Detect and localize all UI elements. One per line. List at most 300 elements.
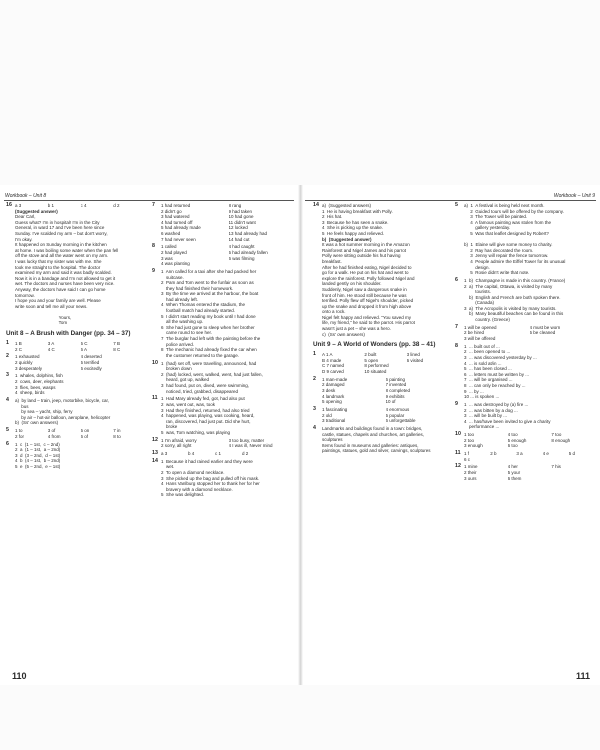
answer-line: 3 Because he has seen a snake.: [322, 219, 389, 225]
exercise-body: [161, 269, 294, 359]
answer-grid: [464, 464, 593, 481]
answer-cell: 4 from: [47, 433, 61, 439]
exercise-number: 11: [152, 395, 158, 402]
answer-line: 3 a) The Acropolis is visited by many tourists.: [464, 305, 557, 311]
answer-cell: [269, 451, 294, 457]
answer-line: Rainforest and Nigel James and his parrot: [322, 247, 407, 253]
answer-line: (Canada): [464, 300, 495, 306]
book-gutter: [298, 185, 303, 685]
answer-line: 7 ... will be organised ...: [464, 377, 513, 383]
answer-line: 10 ... is spoken ...: [464, 394, 500, 400]
answer-line: 1 b) Champagne is made in this country. (France): [464, 277, 566, 283]
answer-line: It was a hot summer morning in the Amazon: [322, 242, 410, 248]
answer-cell: 5 terrified: [80, 360, 100, 366]
left-column-2: [152, 203, 294, 500]
answer-cell: 8 completed: [385, 388, 411, 393]
exercise: [455, 464, 593, 481]
left-page: [4, 188, 294, 683]
exercise: [455, 402, 593, 430]
exercise: [152, 459, 294, 498]
answer-line: 3 She picked up the bag and pulled off his mask.: [161, 475, 260, 481]
answer-line: gallery yesterday.: [464, 225, 511, 231]
answer-line: 4 A famous painting was stolen from the: [464, 219, 552, 225]
answer-cell: 4 C: [47, 346, 55, 352]
answer-cell: 1 mine: [464, 464, 478, 470]
unit-title: Unit 8 – A Brush with Danger (pp. 34 – 37): [6, 330, 131, 338]
answer-cell: 1 had returned: [161, 203, 191, 208]
answer-grid: [161, 203, 294, 242]
answer-grid: [322, 407, 447, 424]
answer-line: 2 a) The capital, Ottawa, is visited by many: [464, 283, 553, 289]
exercise: [6, 442, 144, 470]
exercise-body: [464, 451, 593, 462]
answer-line: performance ...: [464, 424, 500, 430]
answer-cell: A 1 A: [322, 352, 333, 358]
answer-line: police arrived.: [161, 341, 195, 347]
answer-cell: 2 too: [464, 437, 475, 443]
answer-cell: 8 C: [113, 346, 121, 352]
answer-cell: 7 in: [113, 428, 121, 434]
answer-cell: 11 didn't want: [228, 219, 256, 225]
answer-line: broke: [161, 424, 178, 430]
exercise-number: 6: [6, 440, 9, 447]
answer-line: Dear Carl,: [15, 214, 36, 220]
answer-line: 2 Guided tours will be offered by the company.: [464, 208, 564, 214]
answer-line: 5 Was that leaflet designed by Robert?: [464, 230, 549, 236]
answer-line: After he had finished eating, Nigel decided to: [322, 264, 412, 270]
answer-cell: 2 b: [490, 451, 497, 457]
answer-cell: 7 had never seen: [161, 236, 196, 242]
answer-cell: [229, 261, 295, 267]
answer-line: the customer returned to the garage.: [161, 352, 240, 358]
answer-cell: 5 on: [80, 428, 90, 434]
exercise: [152, 451, 294, 457]
answer-cell: 7 too: [551, 432, 562, 438]
answer-cell: b 4: [188, 451, 195, 457]
answer-grid: [322, 352, 447, 374]
answer-line: a) (Suggested answers): [322, 203, 372, 208]
answer-cell: 12 locked: [228, 225, 248, 231]
answer-cell: 5 be cleaned: [529, 330, 556, 336]
answer-cell: [551, 443, 593, 449]
exercise: [6, 373, 144, 395]
exercise: [152, 269, 294, 359]
exercise-number: 14: [152, 457, 158, 464]
answer-line: design.: [464, 264, 490, 270]
answer-line: broken down: [161, 366, 192, 372]
answer-cell: [490, 457, 514, 463]
answer-line: heard, got up, walked: [161, 377, 210, 383]
answer-cell: 6 washed: [161, 230, 181, 236]
answer-line: paintings, statues, gold and silver, carvings, sculptures: [322, 448, 431, 454]
answer-cell: 8 performed: [364, 363, 389, 369]
answer-cell: [530, 336, 594, 342]
exercise-body: [161, 361, 294, 395]
answer-line: tourists.: [464, 289, 492, 295]
exercise-number: 1: [313, 351, 316, 358]
answer-cell: 5 popular: [385, 412, 405, 418]
exercise: [6, 398, 144, 426]
answer-cell: C 7 named: [322, 363, 345, 369]
answer-cell: 4 too: [507, 432, 518, 438]
exercise-group: [152, 203, 294, 498]
answer-line: Tom: [15, 320, 68, 326]
exercise-body: [15, 373, 144, 395]
exercise: [152, 396, 294, 435]
answer-line: I hope you and your family are well. Please: [15, 298, 101, 304]
answer-grid: [15, 341, 144, 352]
exercise: [6, 428, 144, 439]
answer-line: 1 (had) set off, were travelling, announced, had: [161, 360, 257, 366]
answer-cell: 5 enough: [507, 437, 527, 443]
answer-cell: 1 will be opened: [464, 324, 497, 330]
answer-line: 4 She is picking up the snake.: [322, 225, 384, 231]
answer-line: Sunday. I've scalded my arm – but don't worry,: [15, 230, 108, 236]
answer-line: 2 cows, deer, elephants: [15, 379, 64, 384]
background-bottom: [0, 685, 600, 750]
exercise-number: 8: [455, 342, 458, 349]
exercise-number: 4: [313, 424, 316, 431]
answer-grid: [15, 428, 144, 439]
page-number: 110: [12, 671, 27, 681]
answer-cell: 2 their: [464, 470, 477, 476]
answer-cell: a 3: [161, 451, 168, 457]
answer-line: country. (Greece): [464, 317, 510, 323]
answer-cell: 6 of: [80, 433, 89, 439]
exercise-body: [15, 354, 144, 371]
answer-cell: 5 had already fallen: [228, 249, 268, 255]
answer-line: Nigel felt happy and relieved. "You saved my: [322, 314, 411, 320]
answer-line: 4 b (4 – 1st, b – 2nd): [15, 458, 61, 464]
answer-cell: 13 had already had: [228, 230, 268, 236]
answer-cell: 8 to: [113, 433, 121, 439]
answer-line: 2 Pam and Tom went to the funfair as soon as: [161, 280, 254, 286]
answer-line: b) 1 Elaine will give some money to charity.: [464, 242, 553, 248]
answer-line: I'm okay.: [15, 236, 33, 242]
answer-cell: 6 excitedly: [80, 365, 102, 371]
exercise-group: [455, 203, 593, 481]
answer-cell: 7 invented: [385, 382, 407, 388]
answer-cell: 4 e: [542, 451, 549, 457]
answer-line: terrified. Polly flew off Nigel's shoulder, picked: [322, 298, 414, 304]
answer-line: 4 When Thomas entered the stadium, the: [161, 302, 245, 308]
answer-line: 2 To open a diamond necklace.: [161, 470, 225, 476]
answer-line: front of him. He stood still because he was: [322, 292, 407, 298]
answer-cell: 8 enough: [551, 437, 571, 443]
answer-line: at home. I was boiling some water when the pan fell: [15, 247, 119, 253]
answer-line: 4 happened, was playing, was cooking, heard,: [161, 413, 255, 419]
answer-line: suitcase.: [161, 274, 184, 280]
answer-line: I was lucky that my sister was with me. She: [15, 258, 102, 264]
exercise: [6, 354, 144, 371]
answer-line: a) 1 A festival is being held next month.: [464, 203, 545, 208]
answer-line: 6 ... letters must be written by ...: [464, 371, 530, 377]
answer-cell: 1 exhausted: [15, 354, 40, 360]
exercise: [455, 203, 593, 276]
exercise-number: 7: [455, 323, 458, 330]
answer-line: 1 Ann called for a taxi after she had packed her: [161, 268, 257, 274]
answer-cell: 5 your: [507, 470, 521, 476]
answer-line: 1 ... was destroyed by (a) fire ...: [464, 401, 529, 407]
answer-cell: 1 man-made: [322, 376, 348, 382]
exercise-group: [6, 341, 144, 469]
answer-subheading: (Suggested answer): [15, 208, 58, 214]
exercise-body: [161, 451, 294, 457]
page-number: 111: [575, 671, 590, 681]
answer-grid: [464, 432, 593, 449]
answer-line: explore the rainforest. Polly followed Nigel and: [322, 275, 415, 281]
exercise: [313, 426, 447, 454]
answer-line: 6 She had just gone to sleep when her brother: [161, 324, 255, 330]
answer-line: 5 I didn't start reading my book until I had done: [161, 313, 256, 319]
answer-cell: 9 had taken: [228, 208, 253, 214]
exercise-body: [322, 203, 447, 337]
answer-line: 2 (had) locked, went, walked, went, had just fallen,: [161, 371, 263, 377]
exercise: [152, 203, 294, 242]
answer-cell: b 1: [47, 203, 55, 208]
answer-line: 1 He is having breakfast with Polly.: [322, 208, 393, 214]
answer-grid: [464, 451, 593, 462]
answer-cell: 5 open: [364, 357, 379, 363]
answer-cell: 4 was planting: [161, 261, 190, 267]
answer-line: came round to see her.: [161, 330, 213, 336]
answer-line: onto a rock.: [322, 309, 346, 315]
answer-line: 1 Had Mary already fed, got, had also put: [161, 396, 245, 402]
answer-line: 5 She was delighted.: [161, 492, 205, 498]
exercise-body: [322, 377, 447, 405]
answer-line: b) (Ss' own answers): [15, 420, 59, 426]
exercise-body: [464, 402, 593, 430]
exercise-body: [464, 278, 593, 323]
answer-cell: 2 be hired: [464, 330, 485, 336]
answer-line: 3 The Tower will be painted.: [464, 214, 528, 220]
exercise: [455, 344, 593, 400]
answer-cell: 4 her: [507, 464, 518, 470]
answer-line: football match had already started.: [161, 308, 236, 314]
answer-cell: 5 had already made: [161, 225, 201, 231]
answer-line: wet. The doctors and nurses have been very nice.: [15, 281, 115, 287]
exercise-number: 3: [6, 372, 9, 379]
exercise-number: 14: [313, 202, 319, 208]
answer-line: 3 had found, put on, dived, were swimming,: [161, 382, 250, 388]
right-page: [305, 188, 596, 683]
answer-grid: [161, 244, 294, 266]
answer-line: Suddenly, Nigel saw a dangerous snake in: [322, 286, 407, 292]
answer-line: 4 sheep, birds: [15, 390, 45, 396]
answer-cell: 3 too busy, matter: [228, 437, 265, 443]
answer-cell: d 2: [113, 203, 120, 208]
answer-cell: c 4: [80, 203, 87, 208]
answer-line: go for a walk. He put on his hat and went to: [322, 270, 409, 276]
answer-cell: 3 traditional: [322, 418, 346, 424]
answer-cell: 3 a: [516, 451, 523, 457]
answer-line: 4 ... has/have been invited to give a charity: [464, 418, 551, 424]
answer-line: noticed, tried, grabbed, disappeared: [161, 388, 239, 394]
answer-line: 9 ... by ...: [464, 388, 484, 394]
exercise-number: 13: [152, 450, 158, 457]
exercise: [6, 203, 144, 326]
answer-cell: 6 c: [464, 456, 471, 462]
answer-cell: 5 opening: [322, 399, 342, 405]
answer-line: Landmarks and buildings found in a town: bridges,: [322, 425, 423, 431]
answer-cell: 4 deserted: [80, 354, 102, 360]
exercise-body: [15, 203, 144, 326]
answer-line: 1 ... built out of ...: [464, 343, 500, 349]
answer-line: 2 ... been opened to ...: [464, 349, 511, 355]
answer-cell: 8 rang: [228, 203, 242, 208]
exercise-body: [15, 428, 144, 439]
answer-line: b) Many beautiful beaches can be found in this: [464, 311, 564, 317]
answer-line: took me straight to the hospital. The doctor: [15, 264, 101, 270]
answer-grid: [161, 438, 294, 449]
answer-cell: 2 damaged: [322, 382, 345, 388]
answer-cell: 6 painting: [385, 376, 406, 382]
right-column-2: [455, 203, 593, 483]
answer-cell: 4 I was ill, Never mind: [228, 443, 273, 449]
answer-cell: 3 will be offered: [464, 336, 496, 342]
exercise-number: 9: [152, 267, 155, 274]
exercise-body: [15, 341, 144, 352]
exercise: [313, 377, 447, 405]
answer-line: bus: [15, 403, 29, 409]
answer-cell: 3 was: [161, 255, 173, 261]
answer-line: had already left.: [161, 296, 199, 302]
answer-cell: 1 to: [15, 428, 23, 434]
background-top: [0, 0, 600, 185]
answer-cell: 4 enormous: [385, 406, 410, 412]
answer-cell: 4 had caught: [228, 244, 255, 250]
answer-line: sculptures: [322, 437, 343, 443]
answer-cell: 6 them: [507, 475, 522, 481]
exercise-number: 2: [6, 353, 9, 360]
answer-cell: 4 must be worn: [529, 324, 561, 330]
answer-grid: [464, 325, 593, 342]
answer-cell: 3 lined: [406, 352, 420, 358]
answer-line: 1 c (1 – 1st, c – 2nd): [15, 441, 60, 447]
exercise-number: 5: [455, 202, 458, 208]
answer-line: 8 The mechanic had already fixed the car when: [161, 347, 257, 353]
exercise-group: [313, 203, 447, 337]
exercise-number: 2: [313, 375, 316, 382]
exercise-number: 4: [6, 396, 9, 403]
answer-cell: d 2: [242, 451, 249, 457]
exercise-body: [464, 203, 593, 276]
answer-cell: [543, 457, 567, 463]
answer-line: 5 ... has been closed ...: [464, 366, 512, 372]
answer-line: 4 Hans Vanlburg stopped her to thank her for her: [161, 481, 260, 487]
answer-line: 5 Rosie didn't write that note.: [464, 270, 530, 276]
exercise-body: [464, 432, 593, 449]
answer-cell: 7 B: [113, 341, 121, 347]
answer-line: Items found in museums and galleries: antiques,: [322, 442, 419, 448]
answer-line: 3 Had they finished, returned, had also tried: [161, 407, 250, 413]
answer-cell: 6 visited: [406, 357, 424, 363]
answer-cell: [407, 369, 447, 375]
answer-line: 3 ... was discovered yesterday by ...: [464, 355, 537, 360]
answer-cell: 3 enough: [464, 443, 483, 449]
answer-line: write soon and tell me all your news.: [15, 303, 88, 309]
answer-cell: 2 for: [15, 433, 25, 439]
answer-line: It happened on Sunday morning in the kitchen: [15, 242, 107, 248]
right-page-header: [305, 188, 596, 201]
answer-line: bravery with a diamond necklace.: [161, 486, 233, 492]
answer-cell: 6 too: [507, 443, 518, 449]
answer-cell: 1 I'm afraid, worry: [161, 437, 197, 443]
answer-line: landed gently on his shoulder.: [322, 281, 382, 287]
answer-line: life, my friend," he said to the parrot. His parrot: [322, 320, 415, 326]
left-page-header: [4, 188, 294, 201]
answer-line: examined my arm and said it was badly scalded.: [15, 270, 112, 276]
answer-line: 2 was, went out, was, took: [161, 401, 216, 407]
answer-cell: [551, 476, 593, 482]
answer-grid: [322, 377, 447, 405]
exercise-number: 16: [6, 202, 12, 208]
answer-line: 3 ... will be built by ...: [464, 413, 508, 419]
answer-cell: 1 called: [161, 244, 177, 250]
answer-grid: [15, 354, 144, 371]
answer-cell: [569, 457, 593, 463]
answer-line: 3 flies, bees, wasps: [15, 384, 56, 390]
answer-cell: 10 had gone: [228, 214, 254, 220]
exercise-body: [322, 407, 447, 424]
answer-cell: 5 d: [568, 451, 576, 457]
answer-line: a) by land – train, jeep, motorbike, bicycle, car,: [15, 397, 110, 403]
answer-line: castle, statues, chapels and churches, art galleries,: [322, 431, 425, 437]
answer-cell: 1 B: [15, 341, 22, 347]
answer-cell: 3 desperately: [15, 365, 43, 371]
answer-cell: D 9 carved: [322, 369, 344, 375]
answer-line: wet.: [161, 464, 175, 470]
answer-cell: 14 had cut: [228, 236, 250, 242]
exercise: [313, 407, 447, 424]
exercise-group: [313, 352, 447, 454]
answer-cell: 2 quickly: [15, 360, 33, 366]
exercise-body: [322, 352, 447, 374]
answer-subheading: b) (Suggested answer): [322, 236, 372, 242]
answer-line: Now it is in a bandage and I'm not allowed to get it: [15, 275, 116, 281]
answer-line: 5 e (5 – 2nd, e – 1st): [15, 463, 61, 469]
exercise-number: 12: [152, 436, 158, 443]
exercise: [455, 325, 593, 342]
exercise: [152, 361, 294, 395]
answer-cell: 1 fascinating: [322, 406, 348, 412]
exercise-body: [161, 244, 294, 266]
answer-line: 4 ... is sold at/in ...: [464, 360, 502, 366]
answer-line: Polly were sitting outside his hut having: [322, 253, 401, 259]
exercise-body: [15, 398, 144, 426]
answer-line: off the stove and all the water went on my arm.: [15, 253, 109, 259]
answer-line: breakfast.: [322, 258, 342, 264]
answer-line: 5 was, Tom watching, was playing: [161, 429, 230, 435]
answer-cell: 6 unforgettable: [385, 418, 416, 424]
answer-line: 1 whales, dolphins, fish: [15, 373, 63, 379]
exercise-number: 7: [152, 202, 155, 208]
answer-cell: 3 had watered: [161, 214, 190, 220]
exercise-body: [464, 464, 593, 481]
answer-line: 2 a (1 – 1st, a – 2nd): [15, 447, 61, 453]
unit-title: Unit 9 – A World of Wonders (pp. 38 – 41): [313, 341, 436, 349]
exercise: [313, 352, 447, 374]
answer-line: 2 His hat.: [322, 214, 343, 220]
answer-line: by air – hot-air balloon, aeroplane, helicopter: [15, 414, 111, 420]
answer-cell: 3 ours: [464, 475, 477, 481]
answer-line: Guess what? I'm in hospital! I'm in the City: [15, 219, 100, 225]
answer-line: 5 He feels happy and relieved.: [322, 230, 385, 236]
exercise-number: 9: [455, 400, 458, 407]
answer-line: 7 The burglar had left with the painting before the: [161, 336, 261, 342]
exercise-body: [161, 459, 294, 498]
left-header-text: Workbook – Unit 8: [5, 193, 47, 199]
